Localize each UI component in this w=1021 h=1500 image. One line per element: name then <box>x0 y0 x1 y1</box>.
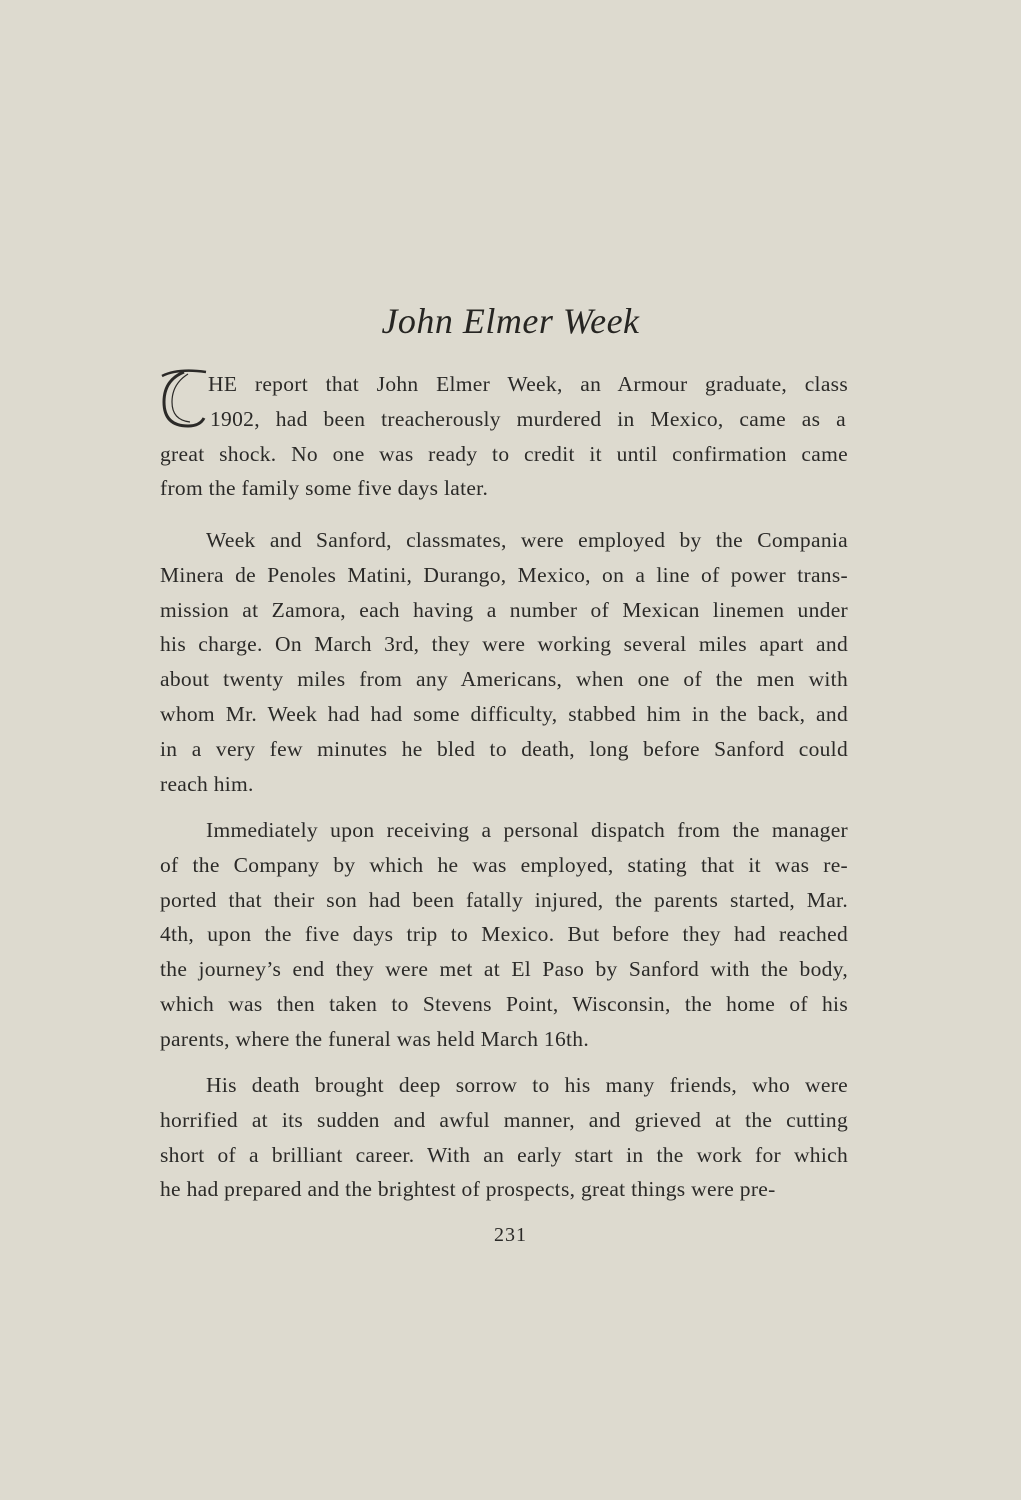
text-line: he had prepared and the brightest of prospects, great things were pre- <box>160 1177 776 1202</box>
page-title: John Elmer Week <box>381 301 640 341</box>
text-line: 1902, had been treacherously murdered in Mexico, came as a <box>210 406 846 431</box>
text-line: Week and Sanford, classmates, were employed by the Compania <box>206 528 848 552</box>
text-line: Minera de Penoles Matini, Durango, Mexico, on a line of power trans- <box>160 562 848 587</box>
text-line: 4th, upon the five days trip to Mexico. But before they had reached <box>160 922 848 947</box>
text-line: HE report that John Elmer Week, an Armour graduate, class <box>208 372 848 396</box>
text-line: about twenty miles from any Americans, when one of the men with <box>160 667 848 692</box>
page-number: 231 <box>494 1224 527 1246</box>
text-line: short of a brilliant career. With an early start in the work for which <box>160 1142 848 1167</box>
text-line: reach him. <box>160 771 254 796</box>
text-line: from the family some five days later. <box>160 476 489 501</box>
text-line: which was then taken to Stevens Point, Wisconsin, the home of his <box>160 992 848 1016</box>
text-line: parents, where the funeral was held March 16th. <box>160 1026 590 1051</box>
text-line: in a very few minutes he bled to death, long before Sanford could <box>160 736 848 761</box>
text-line: great shock. No one was ready to credit it until confirmation came <box>160 441 848 466</box>
text-line: horrified at its sudden and awful manner, and grieved at the cutting <box>160 1107 848 1132</box>
text-line: Immediately upon receiving a personal dispatch from the manager <box>206 818 848 842</box>
text-line: of the Company by which he was employed, stating that it was re- <box>160 852 848 877</box>
text-line: ported that their son had been fatally injured, the parents started, Mar. <box>160 887 848 912</box>
text-line: His death brought deep sorrow to his many friends, who were <box>206 1073 848 1097</box>
text-line: whom Mr. Week had had some difficulty, stabbed him in the back, and <box>160 702 848 726</box>
text-line: the journey’s end they were met at El Paso by Sanford with the body, <box>160 957 848 982</box>
text-line: mission at Zamora, each having a number of Mexican linemen under <box>160 597 848 622</box>
drop-cap-letter <box>158 366 208 432</box>
text-line: his charge. On March 3rd, they were working several miles apart and <box>160 632 848 657</box>
